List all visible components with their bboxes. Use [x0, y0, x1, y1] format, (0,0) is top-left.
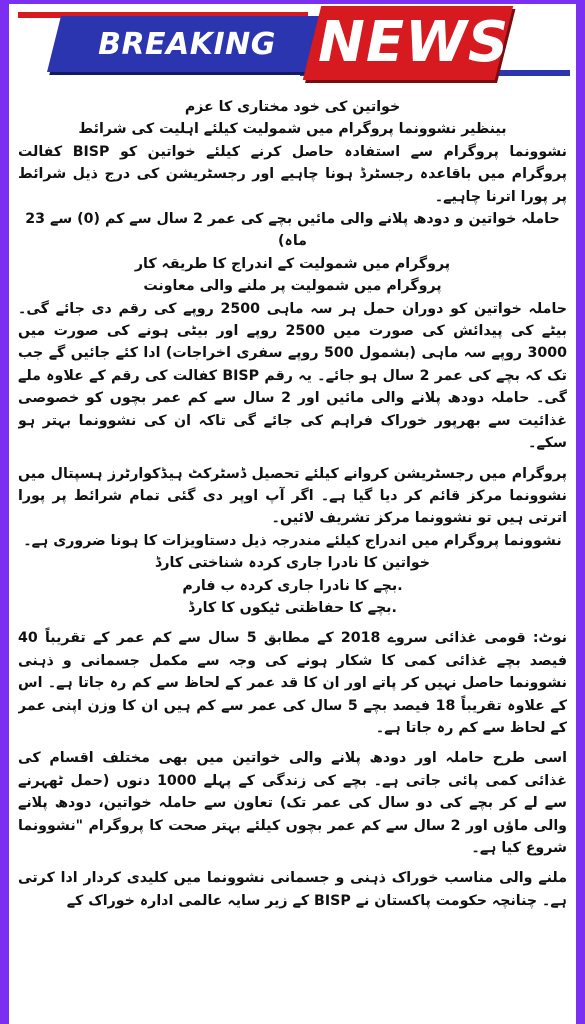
article-title: خواتین کی خود مختاری کا عزم [184, 99, 401, 115]
article-body [18, 92, 567, 1022]
note-paragraph: نوٹ: قومی غذائی سروے 2018 کے مطابق 5 سال سے کم عمر کے تقریباً 40 فیصد بچے غذائی کمی کا شکار ہونے کی وجہ سے مکمل جسمانی و ذہنی نشوونما حاصل نہیں کر پاتے اور ان کا قد عمر کے لحاظ سے کم رہ جاتا ہے۔ اس کے علاوہ تقریباً 18 فیصد بچے 5 سال کی عمر سے کم ہیں ان کا وزن اپنی عمر کے لحاظ سے کم رہ جاتا ہے۔ [18, 630, 567, 736]
support-heading: پروگرام میں شمولیت پر ملنے والی معاونت [143, 278, 442, 295]
intro-paragraph: نشوونما پروگرام سے استفادہ حاصل کرنے کیلئے خواتین کو BISP کفالت پروگرام میں باقاعدہ رجسٹرڈ ہونا چاہیے اور رجسٹریشن کی درج ذیل شرائط پر پورا اترنا چاہیے۔ [18, 143, 567, 205]
article-subtitle: بینظیر نشوونما پروگرام میں شمولیت کیلئے اہلیت کی شرائط [78, 121, 507, 138]
news-label: NEWS [318, 10, 510, 75]
documents-intro: نشوونما پروگرام میں اندراج کیلئے مندرجہ ذیل دستاویزات کا ہونا ضروری ہے۔ [23, 532, 562, 549]
breaking-news-banner [0, 0, 585, 88]
procedure-heading: پروگرام میں شمولیت کے اندراج کا طریقہ کار [134, 255, 451, 272]
breaking-label: BREAKING [98, 27, 276, 62]
pregnant-women-paragraph: اسی طرح حاملہ اور دودھ پلانے والی خواتین میں بھی مختلف اقسام کی غذائی کمی پائی جاتی ہے۔ بچے کی زندگی کے پہلے 1000 دنوں (حمل ٹھہرنے سے لے کر بچے کی دو سال کی عمر تک) تعاون سے حاملہ خواتین، دودھ پلانے والی ماؤں اور 2 سال سے کم عمر بچوں کیلئے بہتر صحت کا پروگرام "نشوونما شروع کیا ہے۔ [18, 750, 567, 856]
support-paragraph: حاملہ خواتین کو دوران حمل ہر سہ ماہی 2500 روپے کی رقم دی جائے گی۔ بیٹے کی پیدائش کی صورت میں 2500 روپے اور بیٹی ہونے کی صورت میں 3000 روپے سہ ماہی (بشمول 500 روپے سفری اخراجات) ادا کئے جائیں گے جب تک کہ بچے کی عمر 2 سال ہو جائے۔ یہ رقم BISP کفالت کی رقم کے علاوہ ملے گی۔ حاملہ دودھ پلانے والی مائیں اور 2 سال سے کم عمر بچوں کو خصوصی غذائیت سے بھرپور خوراک فراہم کی جائے گی تاکہ ان کی نشوونما بہتر ہو سکے۔ [18, 300, 567, 452]
eligibility-line: حاملہ خواتین و دودھ پلانے والی مائیں بچے کی عمر 2 سال سے کم (0) سے 23 ماہ) [25, 211, 560, 250]
closing-paragraph: ملنے والی مناسب خوراک ذہنی و جسمانی نشوونما میں کلیدی کردار ادا کرتی ہے۔ چنانچہ حکومت پاکستان نے BISP کے زیر سایہ عالمی ادارہ خوراک کے [18, 870, 567, 909]
document-item: .بچے کا نادرا جاری کردہ ب فارم [182, 577, 403, 594]
document-item: خواتین کا نادرا جاری کردہ شناختی کارڈ [155, 555, 430, 572]
registration-paragraph: پروگرام میں رجسٹریشن کروانے کیلئے تحصیل ڈسٹرکٹ ہیڈکوارٹرز ہسپتال میں نشوونما مرکز قائم کر دیا گیا ہے۔ اگر آپ اوپر دی گئی تمام شرائط پر پورا اترتی ہیں تو نشوونما مرکز تشریف لائیں۔ [18, 465, 567, 527]
document-item: .بچے کا حفاظتی ٹیکوں کا کارڈ [188, 599, 397, 616]
